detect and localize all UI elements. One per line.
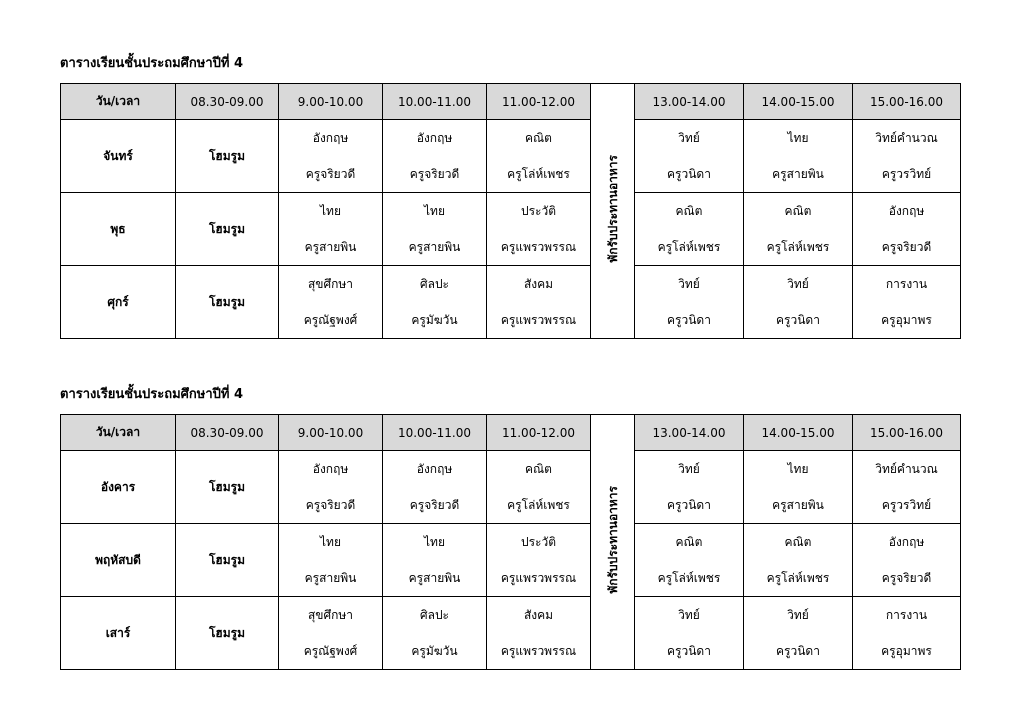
- teacher-label: ครูโล่ห์เพชร: [766, 240, 830, 254]
- period-cell: [487, 193, 591, 266]
- period-cell: [853, 451, 961, 524]
- teacher-label: ครูอุมาพร: [881, 644, 932, 658]
- teacher-label: ครูโล่ห์เพชร: [507, 498, 570, 512]
- subject-label: วิทย์: [678, 462, 700, 476]
- teacher-label: ครูวรวิทย์: [881, 498, 932, 512]
- period-cell: [383, 120, 487, 193]
- header-row: [61, 415, 961, 451]
- subject-label: ไทย: [424, 535, 445, 549]
- schedule-title: ตารางเรียนชั้นประถมศึกษาปีที่ 4: [60, 56, 244, 71]
- teacher-label: ครูณัฐพงศ์: [303, 644, 358, 658]
- subject-label: วิทย์: [678, 608, 700, 622]
- teacher-label: ครูแพรวพรรณ: [500, 571, 577, 585]
- table-row: [61, 120, 961, 193]
- period-cell: [383, 266, 487, 339]
- lunch-break-cell: [591, 84, 635, 339]
- day-cell: จันทร์: [61, 120, 176, 193]
- period-cell: [744, 120, 853, 193]
- teacher-label: ครูสายพิน: [304, 571, 357, 585]
- period-cell: [635, 524, 744, 597]
- period-cell: [635, 597, 744, 670]
- teacher-label: ครูจริยวดี: [881, 571, 932, 585]
- table-row: [61, 266, 961, 339]
- subject-label: ไทย: [320, 204, 341, 218]
- teacher-label: ครูจริยวดี: [305, 498, 356, 512]
- schedule-title: ตารางเรียนชั้นประถมศึกษาปีที่ 4: [60, 387, 244, 402]
- teacher-label: ครูจริยวดี: [409, 167, 460, 181]
- subject-label: ไทย: [787, 462, 809, 476]
- header-time-slot: 08.30-09.00: [176, 84, 279, 120]
- period-cell: [383, 451, 487, 524]
- table-row: [61, 597, 961, 670]
- subject-label: ไทย: [320, 535, 341, 549]
- period-cell: [744, 193, 853, 266]
- period-cell: [487, 451, 591, 524]
- subject-label: วิทย์: [678, 131, 700, 145]
- period-cell: [635, 120, 744, 193]
- teacher-label: ครูสายพิน: [304, 240, 357, 254]
- subject-label: คณิต: [525, 462, 552, 476]
- subject-label: การงาน: [885, 277, 928, 291]
- header-day-time: วัน/เวลา: [61, 84, 176, 120]
- period-cell: [744, 597, 853, 670]
- subject-label: คณิต: [675, 535, 703, 549]
- teacher-label: ครูอุมาพร: [881, 313, 932, 327]
- lunch-break-label: พักรับประทานอาหาร: [606, 155, 620, 263]
- header-time-slot: 14.00-15.00: [744, 415, 853, 451]
- period-cell: [279, 524, 383, 597]
- teacher-label: ครูวนิดา: [667, 644, 711, 658]
- teacher-label: ครูมัฆวัน: [411, 313, 458, 327]
- subject-label: อังกฤษ: [312, 131, 349, 145]
- period-cell: [279, 120, 383, 193]
- period-cell: [383, 597, 487, 670]
- subject-label: วิทย์: [787, 277, 809, 291]
- teacher-label: ครูแพรวพรรณ: [500, 240, 577, 254]
- schedule-table: [60, 414, 961, 670]
- table-row: [61, 524, 961, 597]
- lunch-break-cell: [591, 415, 635, 670]
- teacher-label: ครูโล่ห์เพชร: [766, 571, 830, 585]
- teacher-label: ครูวนิดา: [667, 313, 711, 327]
- table-row: [61, 193, 961, 266]
- subject-label: ไทย: [424, 204, 445, 218]
- header-time-slot: 13.00-14.00: [635, 415, 744, 451]
- period-cell: [279, 266, 383, 339]
- header-time-slot: 9.00-10.00: [279, 84, 383, 120]
- teacher-label: ครูสายพิน: [772, 498, 824, 512]
- homeroom-cell: โฮมรูม: [176, 266, 279, 339]
- teacher-label: ครูวรวิทย์: [881, 167, 932, 181]
- period-cell: [383, 524, 487, 597]
- subject-label: วิทย์คำนวณ: [875, 131, 938, 145]
- subject-label: อังกฤษ: [888, 204, 925, 218]
- header-time-slot: 08.30-09.00: [176, 415, 279, 451]
- subject-label: ประวัติ: [520, 204, 557, 218]
- period-cell: [635, 193, 744, 266]
- header-time-slot: 13.00-14.00: [635, 84, 744, 120]
- period-cell: [853, 193, 961, 266]
- teacher-label: ครูสายพิน: [772, 167, 824, 181]
- teacher-label: ครูโล่ห์เพชร: [657, 571, 721, 585]
- header-time-slot: 10.00-11.00: [383, 415, 487, 451]
- period-cell: [853, 597, 961, 670]
- header-time-slot: 14.00-15.00: [744, 84, 853, 120]
- homeroom-cell: โฮมรูม: [176, 524, 279, 597]
- period-cell: [853, 120, 961, 193]
- subject-label: สุขศึกษา: [307, 277, 354, 291]
- schedule-block-1: [60, 52, 960, 339]
- subject-label: ศิลปะ: [419, 277, 450, 291]
- period-cell: [279, 597, 383, 670]
- period-cell: [487, 266, 591, 339]
- period-cell: [487, 597, 591, 670]
- subject-label: ประวัติ: [520, 535, 557, 549]
- teacher-label: ครูจริยวดี: [881, 240, 932, 254]
- subject-label: วิทย์คำนวณ: [875, 462, 938, 476]
- subject-label: คณิต: [675, 204, 703, 218]
- subject-label: คณิต: [525, 131, 552, 145]
- teacher-label: ครูสายพิน: [408, 571, 461, 585]
- subject-label: วิทย์: [678, 277, 700, 291]
- schedule-block-2: [60, 383, 960, 670]
- period-cell: [487, 524, 591, 597]
- table-row: [61, 451, 961, 524]
- homeroom-cell: โฮมรูม: [176, 193, 279, 266]
- day-cell: ศุกร์: [61, 266, 176, 339]
- subject-label: คณิต: [784, 204, 812, 218]
- homeroom-cell: โฮมรูม: [176, 597, 279, 670]
- subject-label: สังคม: [523, 277, 554, 291]
- teacher-label: ครูโล่ห์เพชร: [507, 167, 570, 181]
- subject-label: อังกฤษ: [888, 535, 925, 549]
- day-cell: อังคาร: [61, 451, 176, 524]
- period-cell: [744, 266, 853, 339]
- header-time-slot: 11.00-12.00: [487, 84, 591, 120]
- schedule-table: [60, 83, 961, 339]
- header-time-slot: 9.00-10.00: [279, 415, 383, 451]
- header-time-slot: 15.00-16.00: [853, 84, 961, 120]
- period-cell: [279, 193, 383, 266]
- period-cell: [744, 524, 853, 597]
- subject-label: อังกฤษ: [416, 131, 453, 145]
- period-cell: [744, 451, 853, 524]
- homeroom-cell: โฮมรูม: [176, 120, 279, 193]
- subject-label: สุขศึกษา: [307, 608, 354, 622]
- header-time-slot: 10.00-11.00: [383, 84, 487, 120]
- homeroom-cell: โฮมรูม: [176, 451, 279, 524]
- teacher-label: ครูวนิดา: [667, 167, 711, 181]
- teacher-label: ครูจริยวดี: [305, 167, 356, 181]
- subject-label: คณิต: [784, 535, 812, 549]
- period-cell: [487, 120, 591, 193]
- teacher-label: ครูจริยวดี: [409, 498, 460, 512]
- teacher-label: ครูวนิดา: [667, 498, 711, 512]
- day-cell: พฤหัสบดี: [61, 524, 176, 597]
- header-row: [61, 84, 961, 120]
- teacher-label: ครูวนิดา: [776, 313, 820, 327]
- period-cell: [635, 451, 744, 524]
- teacher-label: ครูสายพิน: [408, 240, 461, 254]
- subject-label: อังกฤษ: [416, 462, 453, 476]
- teacher-label: ครูแพรวพรรณ: [500, 313, 577, 327]
- teacher-label: ครูโล่ห์เพชร: [657, 240, 721, 254]
- day-cell: พุธ: [61, 193, 176, 266]
- subject-label: สังคม: [523, 608, 554, 622]
- subject-label: ศิลปะ: [419, 608, 450, 622]
- subject-label: วิทย์: [787, 608, 809, 622]
- teacher-label: ครูวนิดา: [776, 644, 820, 658]
- teacher-label: ครูณัฐพงศ์: [303, 313, 358, 327]
- period-cell: [383, 193, 487, 266]
- teacher-label: ครูมัฆวัน: [411, 644, 458, 658]
- period-cell: [853, 266, 961, 339]
- day-cell: เสาร์: [61, 597, 176, 670]
- subject-label: ไทย: [787, 131, 809, 145]
- lunch-break-label: พักรับประทานอาหาร: [606, 486, 620, 594]
- header-time-slot: 15.00-16.00: [853, 415, 961, 451]
- header-day-time: วัน/เวลา: [61, 415, 176, 451]
- subject-label: อังกฤษ: [312, 462, 349, 476]
- period-cell: [635, 266, 744, 339]
- subject-label: การงาน: [885, 608, 928, 622]
- teacher-label: ครูแพรวพรรณ: [500, 644, 577, 658]
- period-cell: [279, 451, 383, 524]
- header-time-slot: 11.00-12.00: [487, 415, 591, 451]
- period-cell: [853, 524, 961, 597]
